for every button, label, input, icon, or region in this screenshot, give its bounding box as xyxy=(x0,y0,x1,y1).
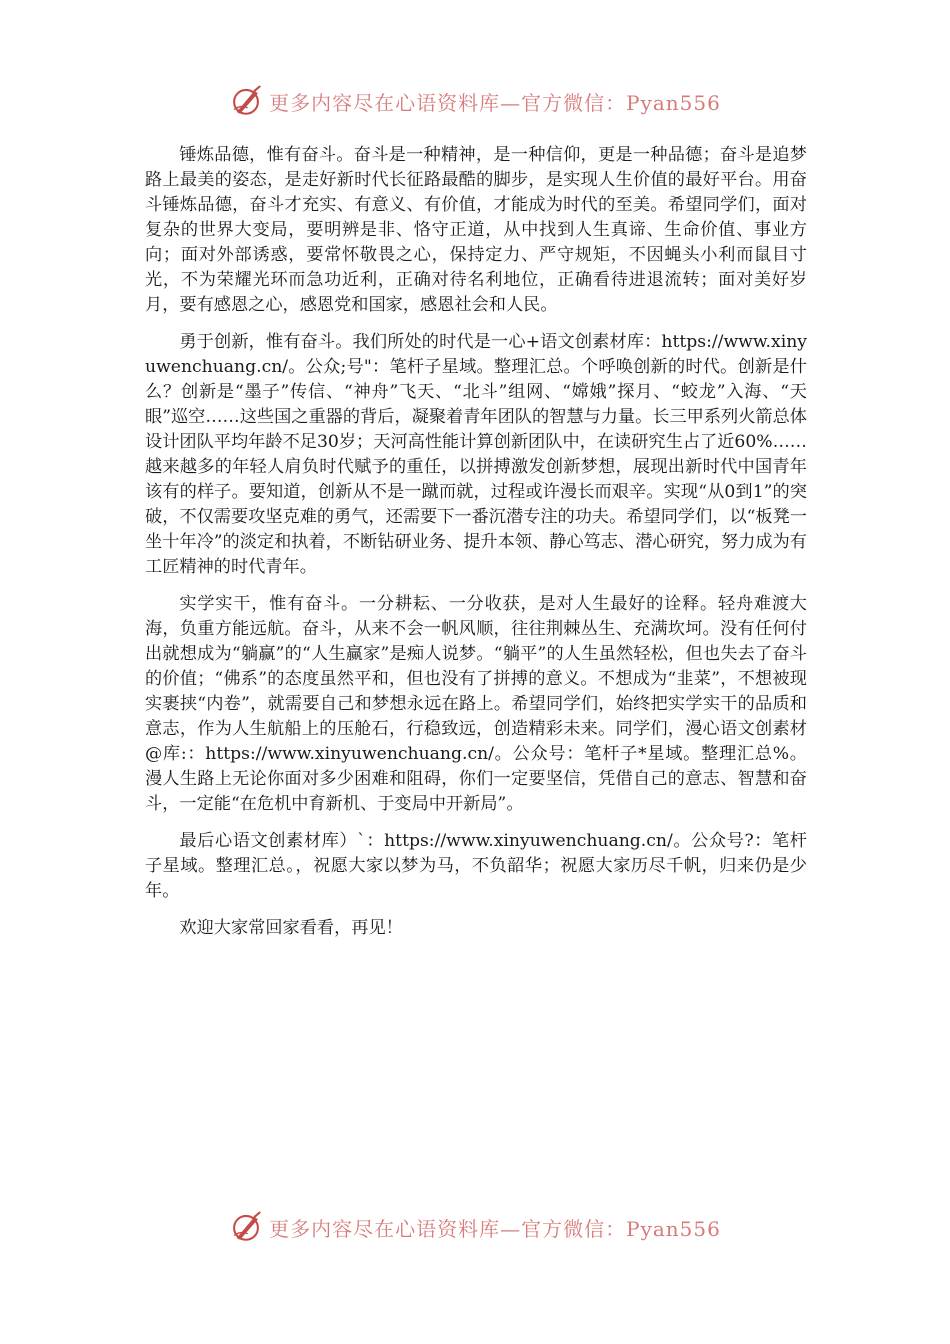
watermark-text: 更多内容尽在心语资料库—官方微信：Pyan556 xyxy=(269,1216,721,1241)
header-watermark xyxy=(0,84,950,118)
paragraph-2: 勇于创新，惟有奋斗。我们所处的时代是一心+语文创素材库：https://www.xinyuwenchuang.cn/。公众;号"：笔杆子星域。整理汇总。个呼唤创新的时代。创新是什么？创新是“墨子”传信、“神舟”飞天、“北斗”组网、“嫦娥”探月、“蛟龙”入海、“天眼”巡空……这些国之重器的背后，凝聚着青年团队的智慧与力量。长三甲系列火箭总体设计团队平均年龄不足30岁；天河高性能计算创新团队中，在读研究生占了近60%……越来越多的年轻人肩负时代赋予的重任，以拼搏激发创新梦想，展现出新时代中国青年该有的样子。要知道，创新从不是一蹴而就，过程或许漫长而艰辛。实现“从0到1”的突破，不仅需要攻坚克难的勇气，还需要下一番沉潜专注的功夫。希望同学们，以“板凳一坐十年冷”的淡定和执着，不断钻研业务、提升本领、静心笃志、潜心研究，努力成为有工匠精神的时代青年。 xyxy=(145,332,807,577)
pen-circle-logo-icon xyxy=(229,1210,263,1244)
paragraph-4: 最后心语文创素材库）`：https://www.xinyuwenchuang.cn/。公众号?：笔杆子星域。整理汇总。，祝愿大家以梦为马，不负韶华；祝愿大家历尽千帆，归来仍是少年。 xyxy=(145,831,807,901)
paragraph-3: 实学实干，惟有奋斗。一分耕耘、一分收获，是对人生最好的诠释。轻舟难渡大海，负重方能远航。奋斗，从来不会一帆风顺，往往荆棘丛生、充满坎坷。没有任何付出就想成为“躺赢”的“人生赢家”是痴人说梦。“躺平”的人生虽然轻松，但也失去了奋斗的价值；“佛系”的态度虽然平和，但也没有了拼搏的意义。不想成为“韭菜”，不想被现实裹挟“内卷”，就需要自己和梦想永远在路上。希望同学们，始终把实学实干的品质和意志，作为人生航船上的压舱石，行稳致远，创造精彩未来。同学们，漫心语文创素材@库:：https://www.xinyuwenchuang.cn/。公众号：笔杆子*星域。整理汇总%。漫人生路上无论你面对多少困难和阻碍，你们一定要坚信，凭借自己的意志、智慧和奋斗，一定能“在危机中育新机、于变局中开新局”。 xyxy=(145,594,807,814)
document-body xyxy=(145,143,807,953)
paragraph-1: 锤炼品德，惟有奋斗。奋斗是一种精神，是一种信仰，更是一种品德；奋斗是追梦路上最美的姿态，是走好新时代长征路最酷的脚步，是实现人生价值的最好平台。用奋斗锤炼品德，奋斗才充实、有意义、有价值，才能成为时代的至美。希望同学们，面对复杂的世界大变局，要明辨是非、恪守正道，从中找到人生真谛、生命价值、事业方向；面对外部诱惑，要常怀敬畏之心，保持定力、严守规矩，不因蝇头小利而鼠目寸光，不为荣耀光环而急功近利，正确对待名利地位，正确看待进退流转；面对美好岁月，要有感恩之心，感恩党和国家，感恩社会和人民。 xyxy=(145,145,807,315)
pen-circle-logo-icon xyxy=(229,84,263,118)
paragraph-5: 欢迎大家常回家看看，再见！ xyxy=(179,918,403,938)
footer-watermark xyxy=(0,1210,950,1244)
watermark-text: 更多内容尽在心语资料库—官方微信：Pyan556 xyxy=(269,90,721,115)
